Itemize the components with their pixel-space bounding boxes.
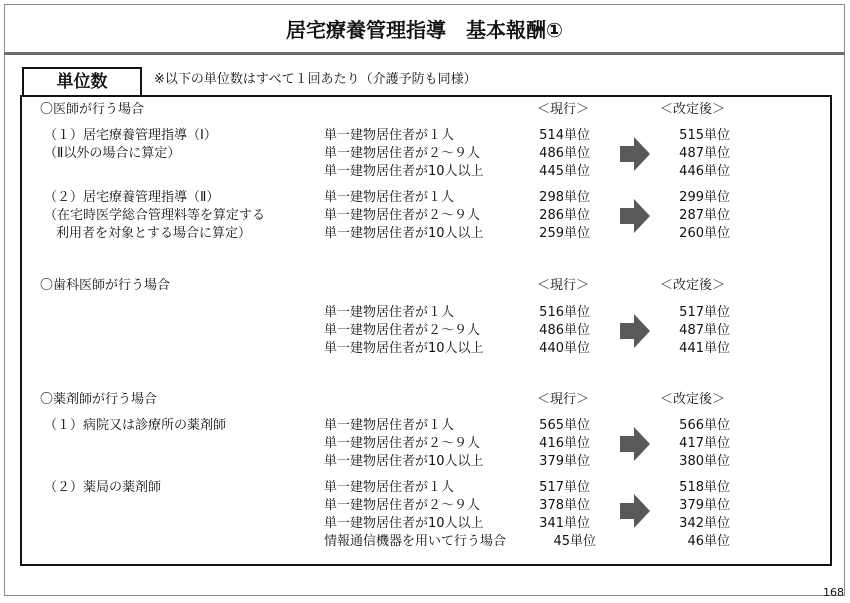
- doctor-g2-note: （在宅時医学総合管理料等を算定する: [44, 208, 266, 223]
- pharmacist-g1-label: （１）病院又は診療所の薬剤師: [44, 418, 227, 433]
- current-value: 486単位: [539, 323, 590, 338]
- doctor-heading: 〇医師が行う場合: [40, 102, 145, 117]
- revised-value: 417単位: [679, 436, 730, 451]
- current-value: 514単位: [539, 128, 590, 143]
- revised-value: 518単位: [679, 480, 730, 495]
- row-label-ten: 単一建物居住者が10人以上: [324, 516, 484, 531]
- row-label-ten: 単一建物居住者が10人以上: [324, 226, 484, 241]
- pharmacist-g2-label: （２）薬局の薬剤師: [44, 480, 162, 495]
- unit-label: 単位数: [22, 67, 142, 95]
- current-header: ＜現行＞: [537, 102, 590, 117]
- arrow-right-icon: [620, 137, 650, 171]
- pharmacist-heading: 〇薬剤師が行う場合: [40, 392, 158, 407]
- title-divider: [4, 52, 845, 55]
- current-header: ＜現行＞: [537, 278, 590, 293]
- row-label-two-nine: 単一建物居住者が２～９人: [324, 208, 481, 223]
- current-value: 45単位: [553, 534, 596, 549]
- current-value: 517単位: [539, 480, 590, 495]
- doctor-g1-label: （１）居宅療養管理指導（Ⅰ）: [44, 128, 217, 143]
- row-label-one: 単一建物居住者が１人: [324, 128, 455, 143]
- current-value: 379単位: [539, 454, 590, 469]
- revised-value: 517単位: [679, 305, 730, 320]
- row-label-two-nine: 単一建物居住者が２～９人: [324, 146, 481, 161]
- current-header: ＜現行＞: [537, 392, 590, 407]
- doctor-g2-note: 利用者を対象とする場合に算定）: [56, 226, 252, 241]
- unit-note: ※以下の単位数はすべて１回あたり（介護予防も同様）: [154, 72, 477, 87]
- revised-value: 260単位: [679, 226, 730, 241]
- current-value: 286単位: [539, 208, 590, 223]
- revised-value: 515単位: [679, 128, 730, 143]
- arrow-right-icon: [620, 314, 650, 348]
- current-value: 565単位: [539, 418, 590, 433]
- revised-value: 487単位: [679, 146, 730, 161]
- current-value: 298単位: [539, 190, 590, 205]
- row-label-two-nine: 単一建物居住者が２～９人: [324, 323, 481, 338]
- page-title: 居宅療養管理指導 基本報酬①: [286, 18, 563, 42]
- arrow-right-icon: [620, 494, 650, 528]
- row-label-ten: 単一建物居住者が10人以上: [324, 454, 484, 469]
- revised-value: 446単位: [679, 164, 730, 179]
- revised-value: 487単位: [679, 323, 730, 338]
- current-value: 516単位: [539, 305, 590, 320]
- arrow-right-icon: [620, 427, 650, 461]
- revised-value: 287単位: [679, 208, 730, 223]
- page-number: 168: [823, 586, 844, 599]
- dentist-heading: 〇歯科医師が行う場合: [40, 278, 171, 293]
- row-label-one: 単一建物居住者が１人: [324, 418, 455, 433]
- arrow-right-icon: [620, 199, 650, 233]
- doctor-g1-note: （Ⅱ以外の場合に算定）: [44, 146, 181, 161]
- revised-value: 342単位: [679, 516, 730, 531]
- revised-value: 566単位: [679, 418, 730, 433]
- revised-header: ＜改定後＞: [660, 102, 726, 117]
- row-label-ten: 単一建物居住者が10人以上: [324, 164, 484, 179]
- revised-value: 380単位: [679, 454, 730, 469]
- row-label-two-nine: 単一建物居住者が２～９人: [324, 498, 481, 513]
- revised-value: 299単位: [679, 190, 730, 205]
- revised-value: 46単位: [687, 534, 730, 549]
- current-value: 341単位: [539, 516, 590, 531]
- revised-header: ＜改定後＞: [660, 278, 726, 293]
- current-value: 259単位: [539, 226, 590, 241]
- row-label-two-nine: 単一建物居住者が２～９人: [324, 436, 481, 451]
- current-value: 486単位: [539, 146, 590, 161]
- row-label-ict: 情報通信機器を用いて行う場合: [324, 534, 507, 549]
- row-label-ten: 単一建物居住者が10人以上: [324, 341, 484, 356]
- row-label-one: 単一建物居住者が１人: [324, 305, 455, 320]
- row-label-one: 単一建物居住者が１人: [324, 190, 455, 205]
- revised-header: ＜改定後＞: [660, 392, 726, 407]
- row-label-one: 単一建物居住者が１人: [324, 480, 455, 495]
- current-value: 440単位: [539, 341, 590, 356]
- revised-value: 441単位: [679, 341, 730, 356]
- revised-value: 379単位: [679, 498, 730, 513]
- doctor-g2-label: （２）居宅療養管理指導（Ⅱ）: [44, 190, 220, 205]
- current-value: 445単位: [539, 164, 590, 179]
- current-value: 378単位: [539, 498, 590, 513]
- current-value: 416単位: [539, 436, 590, 451]
